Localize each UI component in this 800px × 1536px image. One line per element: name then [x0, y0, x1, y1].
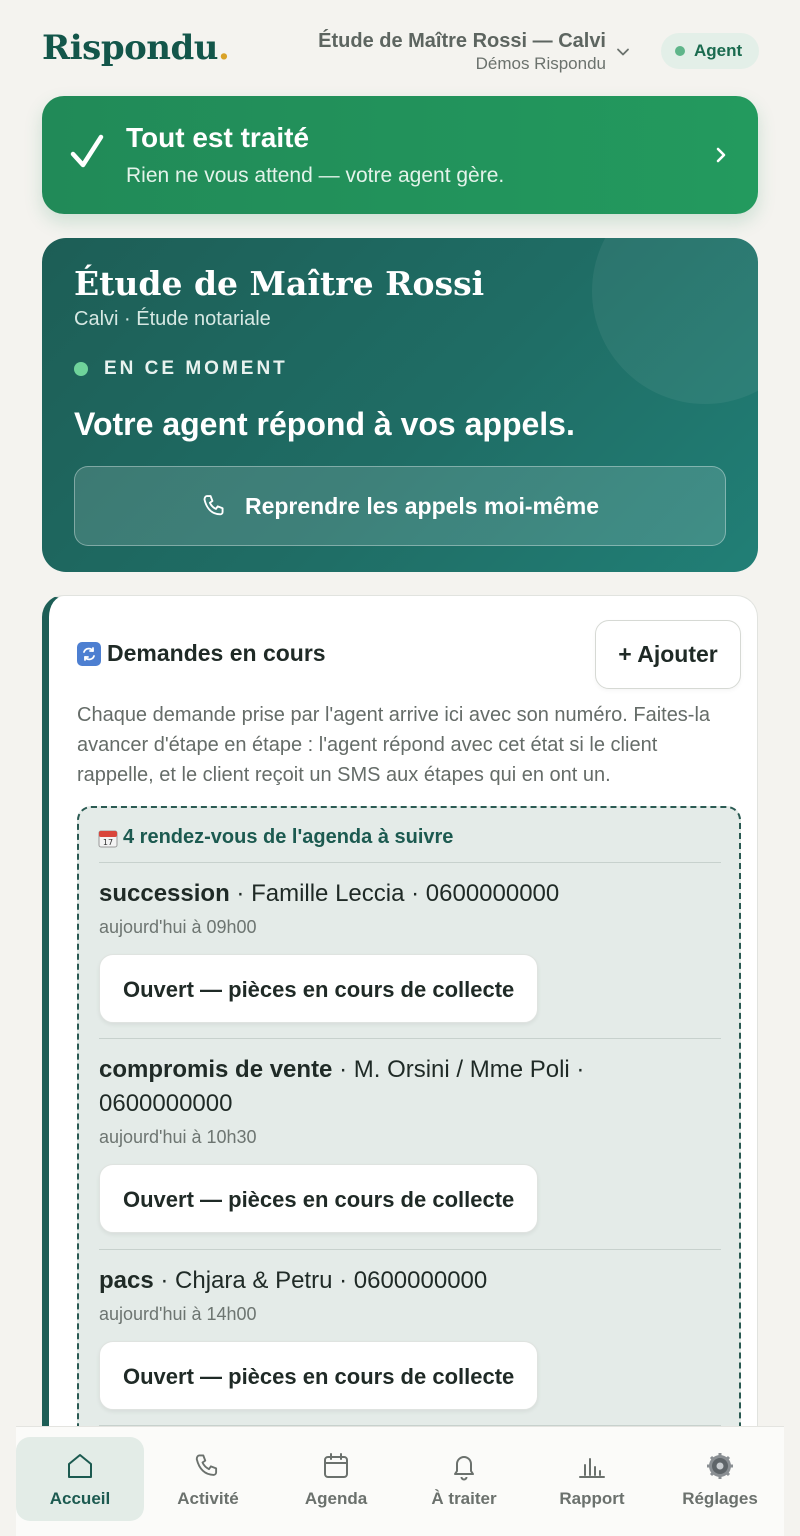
checkmark-icon — [70, 132, 104, 172]
gear-icon — [705, 1451, 735, 1481]
nav-item-activite[interactable] — [144, 1437, 272, 1521]
nav-item-rapport[interactable] — [528, 1437, 656, 1521]
agent-badge-label: Agent — [694, 41, 743, 60]
appointment-state-button[interactable]: Ouvert — pièces en cours de collecte — [99, 1341, 538, 1410]
phone-icon — [193, 1451, 223, 1481]
bottom-navigation — [16, 1426, 784, 1536]
nav-item-a-traiter[interactable] — [400, 1437, 528, 1521]
requests-title: Demandes en cours — [107, 640, 326, 666]
status-dot-icon — [675, 46, 685, 56]
add-request-button[interactable]: + Ajouter — [595, 620, 741, 689]
appointment-item — [99, 862, 721, 1023]
nav-item-agenda[interactable] — [272, 1437, 400, 1521]
appointment-state-button[interactable]: Ouvert — pièces en cours de collecte — [99, 954, 538, 1023]
nav-label: Réglages — [682, 1489, 758, 1508]
appointment-details: · Chjara & Petru · 0600000000 — [153, 1267, 488, 1294]
live-dot-icon — [74, 362, 88, 376]
now-indicator — [74, 358, 288, 380]
resume-calls-button[interactable] — [74, 466, 726, 546]
bar-chart-icon — [577, 1451, 607, 1481]
appointment-type: pacs — [99, 1267, 154, 1294]
app-logo[interactable]: Rispondu. — [42, 28, 230, 68]
agenda-header — [97, 826, 453, 849]
appointment-line — [99, 1264, 721, 1298]
workspace-switcher[interactable] — [318, 28, 606, 74]
banner-title: Tout est traité — [126, 122, 310, 153]
workspace-name: Étude de Maître Rossi — Calvi — [318, 30, 606, 52]
appointment-state-button[interactable]: Ouvert — pièces en cours de collecte — [99, 1164, 538, 1233]
appointment-item — [99, 1249, 721, 1410]
nav-item-accueil[interactable] — [16, 1437, 144, 1521]
phone-icon — [201, 492, 229, 520]
office-subtitle: Calvi · Étude notariale — [74, 308, 271, 330]
nav-label: Accueil — [49, 1489, 111, 1508]
appointment-time: aujourd'hui à 14h00 — [99, 1304, 257, 1324]
home-icon — [65, 1451, 95, 1481]
requests-card — [42, 595, 758, 1536]
nav-label: Agenda — [304, 1489, 368, 1508]
appointment-time: aujourd'hui à 09h00 — [99, 917, 257, 937]
banner-subtitle: Rien ne vous attend — votre agent gère. — [126, 164, 505, 187]
appointment-line — [99, 1053, 721, 1121]
office-name: Étude de Maître Rossi — [74, 264, 485, 303]
agenda-title: 4 rendez-vous de l'agenda à suivre — [123, 826, 454, 848]
chevron-down-icon[interactable] — [615, 44, 631, 60]
nav-label: Activité — [177, 1489, 239, 1508]
workspace-subtitle: Démos Rispondu — [475, 54, 606, 73]
refresh-icon — [77, 642, 101, 666]
agent-status-badge[interactable] — [661, 33, 759, 69]
appointment-item — [99, 1038, 721, 1233]
appointment-type: compromis de vente — [99, 1056, 333, 1083]
requests-description: Chaque demande prise par l'agent arrive ici avec son numéro. Faites-la avancer d'étape en étape : l'agent répond avec cet état si le client rappelle, et le client reçoit un SMS aux étapes qui en ont un. — [77, 704, 711, 786]
agent-status-card — [42, 238, 758, 572]
svg-text:17: 17 — [102, 837, 114, 847]
nav-item-reglages[interactable] — [656, 1437, 784, 1521]
appointment-type: succession — [99, 880, 230, 907]
all-done-banner[interactable] — [42, 96, 758, 214]
calendar-icon — [97, 827, 119, 849]
appointment-line — [99, 877, 721, 911]
nav-label: À traiter — [431, 1489, 497, 1508]
appointment-details: · Famille Leccia · 0600000000 — [229, 880, 560, 907]
appointment-time: aujourd'hui à 10h30 — [99, 1127, 257, 1147]
bell-icon — [449, 1451, 479, 1481]
resume-calls-label: Reprendre les appels moi-même — [244, 492, 600, 519]
requests-header — [77, 640, 326, 667]
app-header — [0, 0, 800, 96]
appointment-details: · M. Orsini / Mme Poli · 0600000000 — [99, 1056, 585, 1117]
decorative-circle — [592, 238, 758, 404]
status-headline: Votre agent répond à vos appels. — [74, 406, 575, 442]
nav-label: Rapport — [559, 1489, 625, 1508]
now-label: EN CE MOMENT — [104, 358, 288, 379]
calendar-icon — [321, 1451, 351, 1481]
chevron-right-icon — [714, 146, 728, 164]
